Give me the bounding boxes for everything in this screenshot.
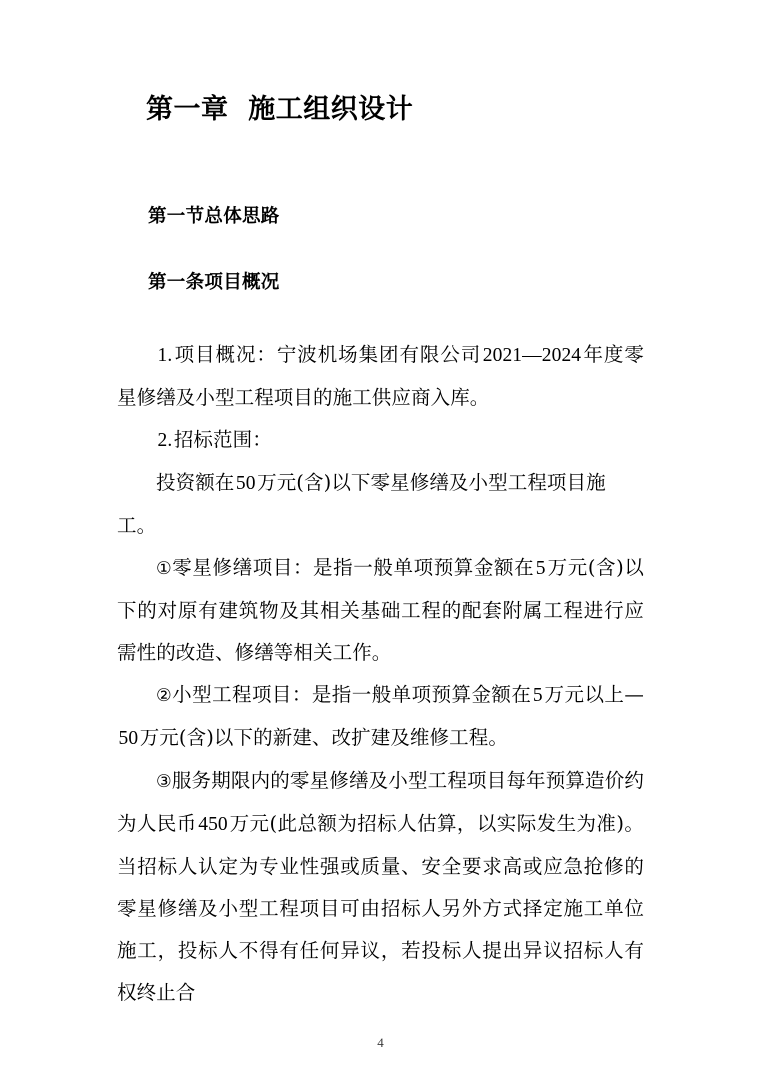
heading-spacer-2 — [117, 295, 644, 334]
paragraph-investment-amount: 投资额在50万元(含)以下零星修缮及小型工程项目施工。 — [117, 470, 606, 537]
paragraph-item-minor-repair: ①零星修缮项目：是指一般单项预算金额在5万元(含)以下的对原有建筑物及其相关基础工程的配套附属工程进行应需性的改造、修缮等相关工作。 — [117, 555, 644, 664]
numeric-run: 50 — [118, 727, 139, 749]
numeric-run: 2. — [157, 429, 173, 451]
page-title: 第一章 施工组织设计 — [146, 94, 414, 125]
circled-number: ② — [156, 685, 173, 706]
numeric-run: 50 — [235, 472, 256, 494]
paragraph-item-service-period: ③服务期限内的零星修缮及小型工程项目每年预算造价约为人民币450万元(此总额为招标人估算，以实际发生为准)。当招标人认定为专业性强或质量、安全要求高或应急抢修的零星修缮及小型工程项目可由招标人另外方式择定施工单位施工，投标人不得有任何异议，若投标人提出异议招标人有权终止合 — [117, 768, 644, 1004]
circled-number: ③ — [156, 771, 172, 792]
heading-article-project-overview: 第一条项目概况 — [148, 271, 280, 293]
paragraph-project-overview: 1.项目概况：宁波机场集团有限公司2021—2024年度零星修缮及小型工程项目的施工供应商入库。 — [117, 342, 644, 409]
circled-number: ① — [156, 558, 173, 579]
title-spacer — [117, 128, 644, 205]
page-number: 4 — [377, 1035, 384, 1050]
heading-spacer-1 — [117, 229, 644, 271]
numeric-run: 5 — [532, 684, 543, 706]
heading-section-overall-approach: 第一节总体思路 — [148, 205, 280, 227]
page-content — [117, 0, 644, 1014]
numeric-run: 5 — [535, 557, 546, 579]
numeric-run: 1. — [157, 344, 173, 366]
paragraph-bid-scope-label: 2.招标范围： — [157, 427, 272, 451]
numeric-run: 2021—2024 — [482, 344, 582, 366]
numeric-run: 450 — [198, 813, 228, 835]
paragraph-item-small-works: ②小型工程项目：是指一般单项预算金额在5万元以上—50万元(含)以下的新建、改扩建及维修工程。 — [118, 682, 644, 749]
